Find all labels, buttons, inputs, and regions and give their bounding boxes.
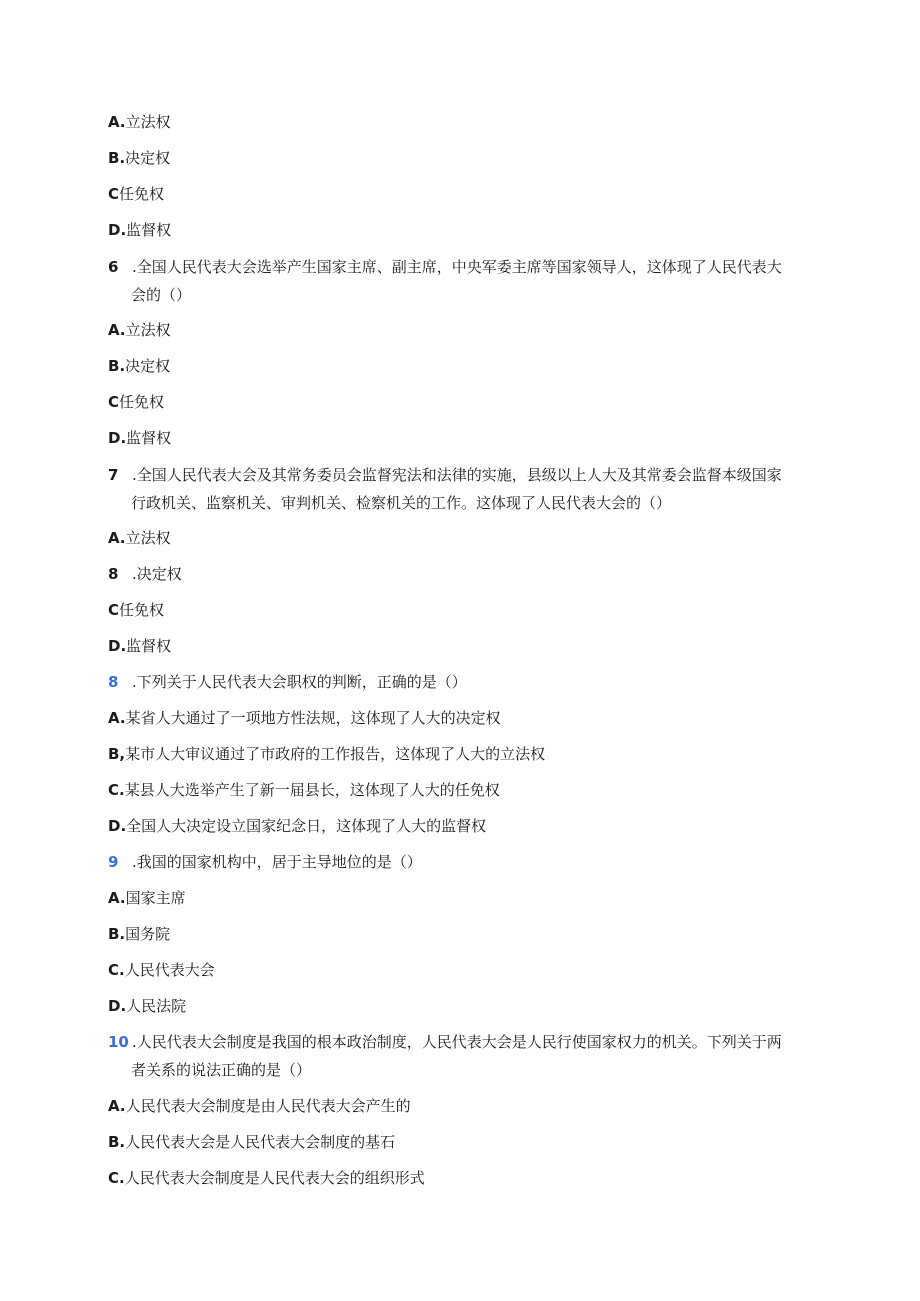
option-b: 8 .决定权 — [108, 565, 182, 583]
option-a: A.立法权 — [108, 529, 171, 547]
option-a: A.立法权 — [108, 321, 171, 339]
option-d: D.监督权 — [108, 637, 172, 655]
option-d: D.人民法院 — [108, 997, 187, 1015]
option-c: C.人民代表大会制度是人民代表大会的组织形式 — [108, 1169, 425, 1187]
option-a: A.人民代表大会制度是由人民代表大会产生的 — [108, 1097, 411, 1115]
question-6-cont: 会的（） — [131, 286, 192, 304]
option-b: B,某市人大审议通过了市政府的工作报告，这体现了人大的立法权 — [108, 745, 546, 763]
option-b: B.国务院 — [108, 925, 171, 943]
option-c: C任免权 — [108, 393, 165, 411]
option-b: B.决定权 — [108, 357, 171, 375]
question-10: 10 .人民代表大会制度是我国的根本政治制度，人民代表大会是人民行使国家权力的机关。下列关于两 — [108, 1033, 782, 1051]
option-c: C.某县人大选举产生了新一届县长，这体现了人大的任免权 — [108, 781, 500, 799]
question-9: 9 .我国的国家机构中，居于主导地位的是（） — [108, 853, 422, 871]
question-7-cont: 行政机关、监察机关、审判机关、检察机关的工作。这体现了人民代表大会的（） — [131, 494, 672, 512]
question-6: 6 .全国人民代表大会选举产生国家主席、副主席，中央军委主席等国家领导人，这体现了人民代表大 — [108, 258, 782, 276]
question-8: 8 .下列关于人民代表大会职权的判断，正确的是（） — [108, 673, 467, 691]
question-10-cont: 者关系的说法正确的是（） — [131, 1061, 312, 1079]
option-b: B.人民代表大会是人民代表大会制度的基石 — [108, 1133, 396, 1151]
question-7: 7 .全国人民代表大会及其常务委员会监督宪法和法律的实施，县级以上人大及其常委会监督本级国家 — [108, 466, 782, 484]
option-a: A.国家主席 — [108, 889, 186, 907]
option-c: C任免权 — [108, 185, 165, 203]
option-a: A.立法权 — [108, 113, 171, 131]
option-d: D.监督权 — [108, 429, 172, 447]
option-a: A.某省人大通过了一项地方性法规，这体现了人大的决定权 — [108, 709, 501, 727]
option-d: D.监督权 — [108, 221, 172, 239]
option-b: B.决定权 — [108, 149, 171, 167]
option-c: C任免权 — [108, 601, 165, 619]
option-c: C.人民代表大会 — [108, 961, 215, 979]
option-d: D.全国人大决定设立国家纪念日，这体现了人大的监督权 — [108, 817, 487, 835]
